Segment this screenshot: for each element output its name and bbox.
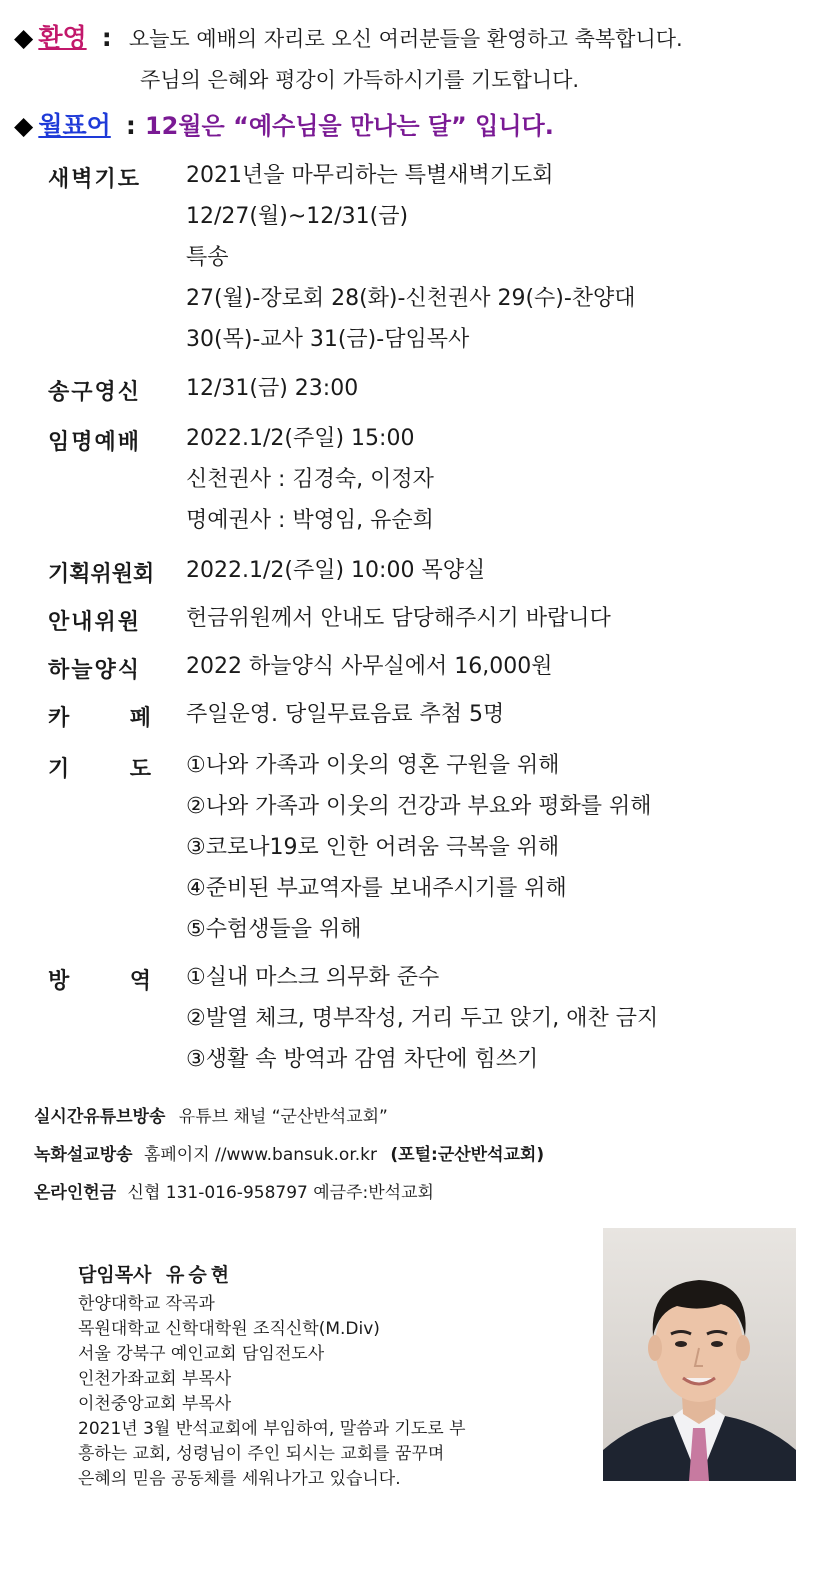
item-line: 명예권사 : 박영임, 유순희 (186, 508, 434, 533)
bio-line: 인천가좌교회 부목사 (78, 1369, 232, 1389)
item-label: 새벽기도 (48, 167, 142, 192)
motto-title: 월표어 (38, 111, 111, 140)
item-line: 30(목)-교사 31(금)-담임목사 (186, 327, 470, 352)
bio-line: 서울 강북구 예인교회 담임전도사 (78, 1344, 325, 1364)
item-line: 신천권사 : 김경숙, 이정자 (186, 467, 434, 492)
item-line: 특송 (186, 245, 229, 270)
welcome-line-1: 오늘도 예배의 자리로 오신 여러분들을 환영하고 축복합니다. (128, 27, 683, 51)
pastor-name: 유승현 (166, 1264, 234, 1286)
bio-line: 목원대학교 신학대학원 조직신학(M.Div) (78, 1319, 380, 1339)
item-value (186, 550, 826, 591)
item-line: 27(월)-장로회 28(화)-신천권사 29(수)-찬양대 (186, 286, 636, 311)
item-line: 헌금위원께서 안내도 담당해주시기 바랍니다 (186, 606, 611, 631)
motto-text: 12월은 “예수님을 만나는 달” 입니다. (144, 112, 554, 140)
item-line: ④준비된 부교역자를 보내주시기를 위해 (186, 876, 567, 901)
item-line: ①실내 마스크 의무화 준수 (186, 965, 440, 990)
bio-line: 한양대학교 작곡과 (78, 1294, 215, 1314)
broadcast-extra: (포털:군산반석교회) (390, 1145, 545, 1165)
item-label: 송구영신 (48, 380, 142, 405)
pastor-heading (78, 1260, 233, 1287)
broadcast-label: 녹화설교방송 (34, 1145, 133, 1165)
item-label: 임명예배 (48, 430, 142, 455)
pastor-photo (603, 1228, 796, 1481)
item-line: ②나와 가족과 이웃의 건강과 부요와 평화를 위해 (186, 794, 652, 819)
diamond-bullet-icon: ◆ (14, 23, 34, 52)
item-label: 안내위원 (48, 610, 142, 635)
motto-heading (14, 106, 554, 142)
bio-line: 은혜의 믿음 공동체를 세워나가고 있습니다. (78, 1469, 401, 1489)
item-line: 12/27(월)~12/31(금) (186, 204, 409, 229)
broadcast-label: 실시간유튜브방송 (34, 1107, 166, 1127)
welcome-colon: : (101, 23, 112, 52)
item-value (186, 694, 826, 735)
item-line: ③생활 속 방역과 감염 차단에 힘쓰기 (186, 1047, 539, 1072)
welcome-line-2: 주님의 은혜와 평강이 가득하시기를 기도합니다. (140, 68, 580, 92)
item-value (186, 418, 826, 541)
bio-line: 이천중앙교회 부목사 (78, 1394, 232, 1414)
item-label-b: 페 (129, 706, 153, 731)
item-label: 기획위원회 (48, 562, 155, 587)
item-value (186, 368, 826, 409)
item-line: 2022 하늘양식 사무실에서 16,000원 (186, 654, 553, 679)
diamond-bullet-icon: ◆ (14, 111, 34, 140)
broadcast-text: 유튜브 채널 “군산반석교회” (178, 1107, 388, 1127)
pastor-title: 담임목사 (78, 1264, 152, 1286)
broadcast-label: 온라인헌금 (34, 1183, 117, 1203)
item-label-a: 방 (48, 969, 72, 994)
pastor-bio (78, 1292, 588, 1492)
item-line: 주일운영. 당일무료음료 추첨 5명 (186, 702, 505, 727)
item-line: ⑤수험생들을 위해 (186, 917, 362, 942)
item-label-b: 역 (129, 969, 153, 994)
item-value (186, 646, 826, 687)
bio-line: 2021년 3월 반석교회에 부임하여, 말씀과 기도로 부 (78, 1419, 466, 1439)
item-label (48, 701, 153, 732)
item-line: 2022.1/2(주일) 10:00 목양실 (186, 558, 486, 583)
item-label (48, 752, 153, 783)
item-label-b: 도 (129, 757, 153, 782)
motto-colon: : (125, 111, 136, 140)
item-label-a: 카 (48, 706, 72, 731)
welcome-heading (14, 18, 683, 54)
welcome-title: 환영 (38, 23, 87, 52)
item-label: 하늘양식 (48, 658, 142, 683)
broadcast-offering (34, 1178, 434, 1203)
item-value (186, 598, 826, 639)
item-line: 2021년을 마무리하는 특별새벽기도회 (186, 163, 554, 188)
item-line: 12/31(금) 23:00 (186, 376, 359, 401)
item-value (186, 957, 835, 1080)
item-label-a: 기 (48, 757, 72, 782)
bio-line: 흥하는 교회, 성령님이 주인 되시는 교회를 꿈꾸며 (78, 1444, 445, 1464)
item-value (186, 745, 826, 950)
pastor-portrait-icon (603, 1228, 796, 1481)
item-value (186, 155, 826, 360)
item-line: ①나와 가족과 이웃의 영혼 구원을 위해 (186, 753, 560, 778)
broadcast-recorded (34, 1140, 544, 1165)
item-line: ③코로나19로 인한 어려움 극복을 위해 (186, 835, 560, 860)
item-line: ②발열 체크, 명부작성, 거리 두고 앉기, 애찬 금지 (186, 1006, 659, 1031)
item-label (48, 964, 153, 995)
item-line: 2022.1/2(주일) 15:00 (186, 426, 415, 451)
website-link[interactable]: 홈페이지 //www.bansuk.or.kr (143, 1145, 377, 1165)
broadcast-live (34, 1102, 388, 1127)
broadcast-text: 신협 131-016-958797 예금주:반석교회 (127, 1183, 434, 1203)
